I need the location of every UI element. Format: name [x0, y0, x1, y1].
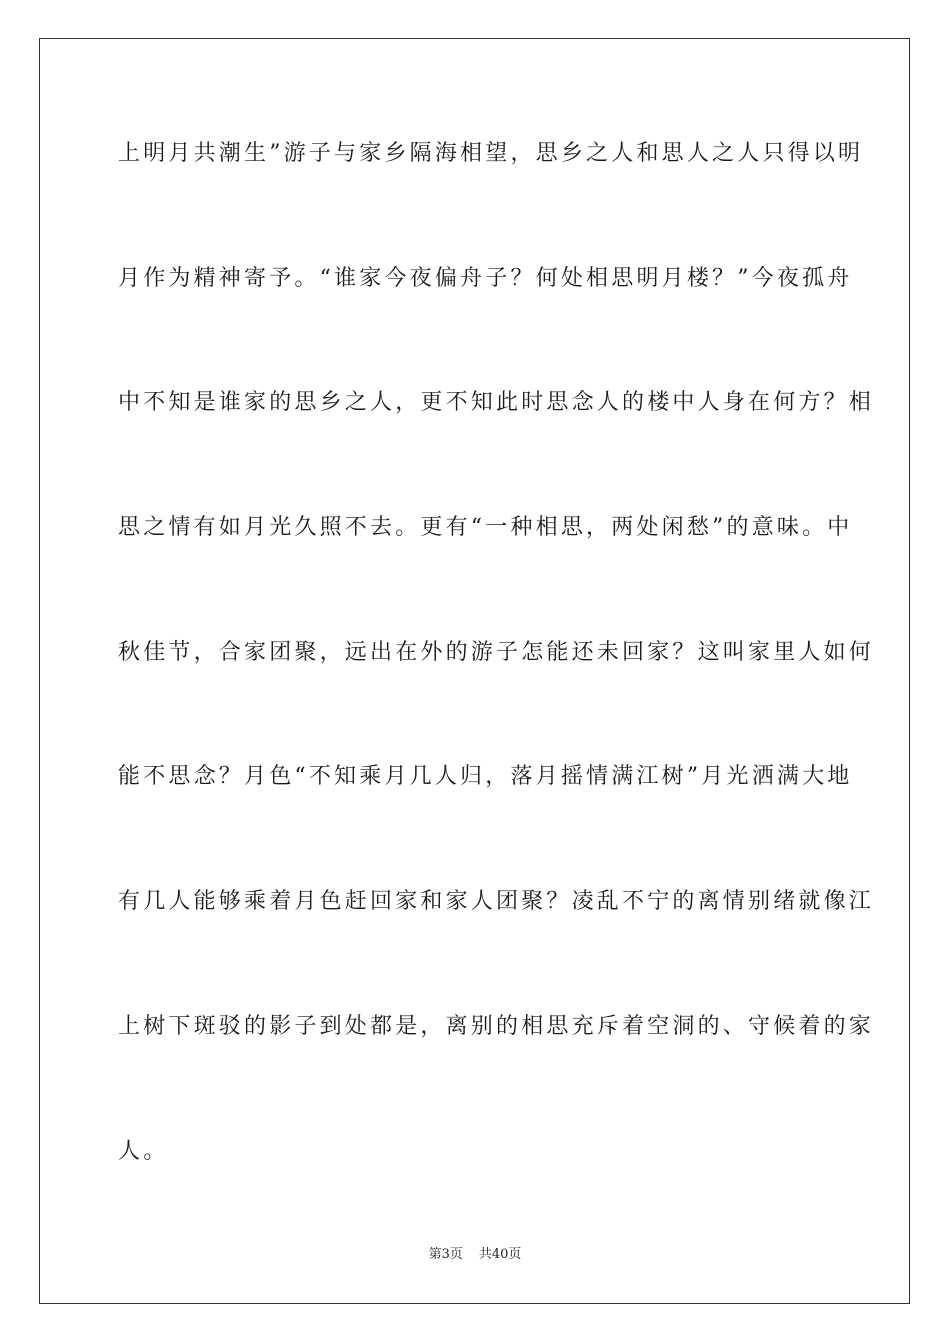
text-line: 思之情有如月光久照不去。更有“一种相思，两处闲愁”的意味。中 — [118, 515, 853, 541]
document-body — [118, 124, 875, 1246]
text-line: 中不知是谁家的思乡之人，更不知此时思念人的楼中人身在何方？相 — [118, 390, 875, 416]
text-line: 上树下斑驳的影子到处都是，离别的相思充斥着空洞的、守候着的家 — [118, 1013, 875, 1039]
page-number: 第3页 — [428, 1247, 463, 1262]
text-line: 上明月共潮生”游子与家乡隔海相望，思乡之人和思人之人只得以明 — [118, 141, 864, 166]
text-line: 人。 — [118, 1138, 169, 1164]
page-footer — [0, 1247, 950, 1263]
text-line: 月作为精神寄予。“谁家今夜偏舟子？何处相思明月楼？”今夜孤舟 — [118, 265, 853, 291]
text-line: 能不思念？月色“不知乘月几人归，落月摇情满江树”月光洒满大地 — [118, 764, 853, 790]
text-line: 秋佳节，合家团聚，远出在外的游子怎能还未回家？这叫家里人如何 — [118, 639, 875, 665]
total-pages: 共40页 — [478, 1247, 522, 1262]
text-line: 有几人能够乘着月色赶回家和家人团聚？凌乱不宁的离情别绪就像江 — [118, 889, 875, 915]
